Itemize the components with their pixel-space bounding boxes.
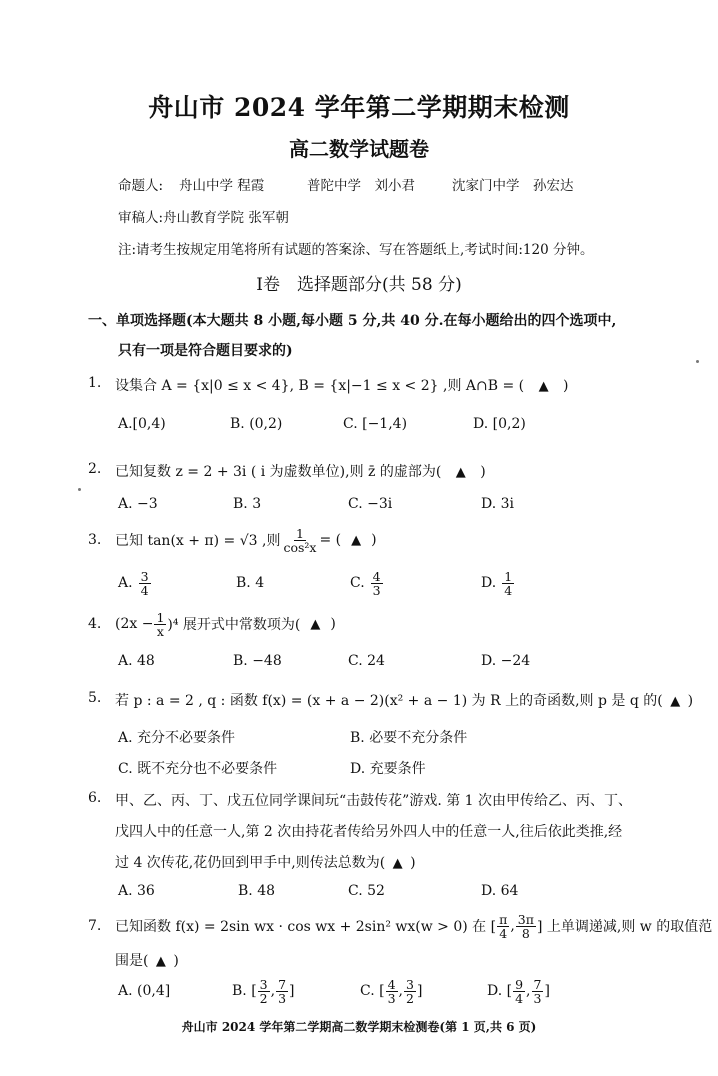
- section-title: Ⅰ卷 选择题部分(共 58 分): [256, 275, 462, 295]
- q3-option-c: C. $\frac{4}{3}$: [350, 568, 381, 598]
- q3-stem: 已知 tan(x + π) = √3 ,则 $\frac{1}{\text{cos²x}}$ = ( ▲ ): [115, 525, 377, 555]
- reviewer: 审稿人:舟山教育学院 张军朝: [118, 210, 289, 226]
- scan-speck: [78, 488, 81, 491]
- q7-option-d: D. [ $\frac{9}{4}$ , $\frac{7}{3}$ ]: [487, 976, 550, 1006]
- q5-option-a: A. 充分不必要条件: [118, 730, 236, 746]
- scan-speck: [696, 360, 699, 363]
- q4-option-d: D. −24: [481, 653, 531, 669]
- q3-option-b: B. 4: [236, 575, 265, 591]
- q3-option-a: A. $\frac{3}{4}$: [118, 568, 149, 598]
- q5-stem: 若 p : a = 2 , q : 函数 f(x) = (x + a − 2)(x² + a − 1) 为 R 上的奇函数,则 p 是 q 的( ▲ ): [115, 693, 694, 709]
- exam-subtitle: 高二数学试题卷: [289, 137, 429, 161]
- q4-number: 4.: [88, 616, 102, 632]
- author-2: 普陀中学 刘小君: [307, 178, 415, 194]
- page-footer: 舟山市 2024 学年第二学期高二数学期末检测卷(第 1 页,共 6 页): [181, 1020, 537, 1034]
- q4-option-a: A. 48: [118, 653, 155, 669]
- author-1: 舟山中学 程霞: [179, 178, 265, 194]
- q6-line3: 过 4 次传花,花仍回到甲手中,则传法总数为( ▲ ): [115, 855, 416, 871]
- q4-option-b: B. −48: [233, 653, 282, 669]
- q6-line2: 戊四人中的任意一人,第 2 次由持花者传给另外四人中的任意一人,往后依此类推,经: [115, 824, 623, 840]
- answer-marker-icon: ▲: [155, 954, 166, 969]
- q6-number: 6.: [88, 790, 102, 806]
- q1-option-d: D. [0,2): [473, 416, 526, 432]
- q1-option-a: A.[0,4): [118, 416, 166, 432]
- author-3: 沈家门中学 孙宏达: [452, 178, 574, 194]
- part1-instructions-line2: 只有一项是符合题目要求的): [118, 343, 293, 359]
- q5-option-c: C. 既不充分也不必要条件: [118, 761, 278, 777]
- q7-line2: 围是( ▲ ): [115, 953, 179, 969]
- answer-marker-icon: ▲: [538, 379, 549, 394]
- answer-marker-icon: ▲: [310, 616, 321, 632]
- exam-title: 舟山市 2024 学年第二学期期末检测: [148, 93, 570, 122]
- answer-marker-icon: ▲: [351, 532, 362, 548]
- q5-option-b: B. 必要不充分条件: [350, 730, 468, 746]
- q6-option-a: A. 36: [118, 883, 155, 899]
- q4-option-c: C. 24: [348, 653, 385, 669]
- q7-option-c: C. [ $\frac{4}{3}$ , $\frac{3}{2}$ ]: [360, 976, 423, 1006]
- part1-instructions-line1: 一、单项选择题(本大题共 8 小题,每小题 5 分,共 40 分.在每小题给出的四个选项中,: [88, 313, 617, 329]
- q6-option-b: B. 48: [238, 883, 276, 899]
- q1-option-b: B. (0,2): [230, 416, 283, 432]
- answer-marker-icon: ▲: [455, 465, 466, 480]
- q7-option-a: A. (0,4]: [118, 983, 171, 999]
- q2-option-b: B. 3: [233, 496, 262, 512]
- q1-stem: 设集合 A = {x|0 ≤ x < 4}, B = {x|−1 ≤ x < 2} ,则 A∩B = ( ▲ ): [115, 378, 569, 394]
- q2-number: 2.: [88, 461, 102, 477]
- q6-option-c: C. 52: [348, 883, 385, 899]
- q3-option-d: D. $\frac{1}{4}$: [481, 568, 513, 598]
- q4-stem: (2x − $\frac{1}{x}$ )⁴ 展开式中常数项为( ▲ ): [115, 609, 336, 639]
- answer-marker-icon: ▲: [670, 694, 681, 709]
- q2-stem: 已知复数 z = 2 + 3i ( i 为虚数单位),则 z̄ 的虚部为( ▲ ): [115, 464, 486, 480]
- q3-number: 3.: [88, 532, 102, 548]
- q7-stem: 已知函数 f(x) = 2sin wx · cos wx + 2sin² wx(w > 0) 在 [ $\frac{\pi}{4}$ , $\frac{3\pi}{8}$ ] 上单调递减,则 w 的取值范: [115, 911, 713, 941]
- q1-option-c: C. [−1,4): [343, 416, 408, 432]
- q2-option-a: A. −3: [118, 496, 158, 512]
- q6-option-d: D. 64: [481, 883, 519, 899]
- answer-marker-icon: ▲: [392, 856, 403, 871]
- exam-notice: 注:请考生按规定用笔将所有试题的答案涂、写在答题纸上,考试时间:120 分钟。: [118, 242, 594, 258]
- q3-fraction: $\frac{1}{\text{cos²x}}$: [283, 525, 317, 555]
- q7-number: 7.: [88, 918, 102, 934]
- q5-number: 5.: [88, 690, 102, 706]
- q6-line1: 甲、乙、丙、丁、戊五位同学课间玩“击鼓传花”游戏. 第 1 次由甲传给乙、丙、丁、: [115, 793, 633, 809]
- q1-number: 1.: [88, 375, 102, 391]
- authors-label: 命题人:: [118, 178, 164, 194]
- q2-option-c: C. −3i: [348, 496, 393, 512]
- q7-option-b: B. [ $\frac{3}{2}$ , $\frac{7}{3}$ ]: [232, 976, 295, 1006]
- q2-option-d: D. 3i: [481, 496, 515, 512]
- q5-option-d: D. 充要条件: [350, 761, 426, 777]
